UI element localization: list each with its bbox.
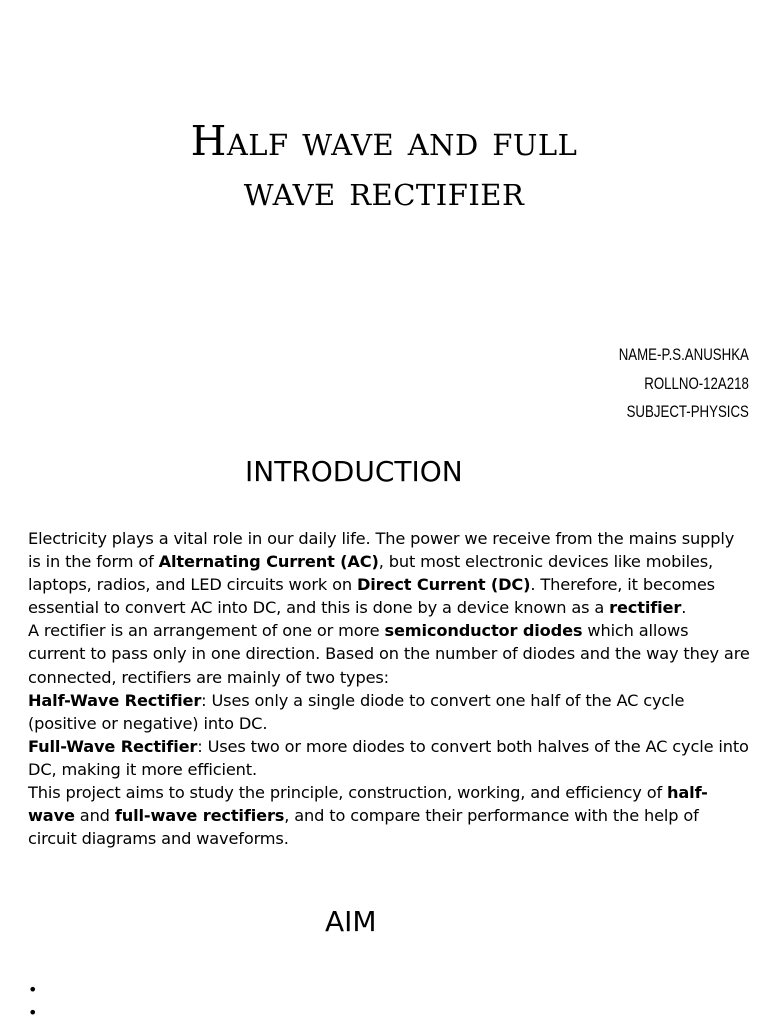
subject: SUBJECT-PHYSICS <box>626 402 749 421</box>
text-run: : Uses only a single diode to convert one half of the AC cycle (positive or negative) into DC. <box>28 690 685 733</box>
text-run: . <box>681 598 687 618</box>
bold-term: Direct Current (DC) <box>356 575 531 595</box>
intro-paragraph-4 <box>28 735 750 781</box>
list-item: • <box>28 980 38 999</box>
text-run: , but most electronic devices like mobiles, laptops, radios, and LED circuits work on <box>28 552 714 595</box>
title-line-1: Half wave and full <box>190 117 578 165</box>
text-run: This project aims to study the principle, construction, working, and efficiency of <box>28 783 668 803</box>
bold-term: Alternating Current (AC) <box>158 552 379 572</box>
document-title <box>0 116 768 216</box>
author-name: NAME-P.S.ANUSHKA <box>618 345 749 364</box>
text-run: , and to compare their performance with the help of circuit diagrams and waveforms. <box>28 806 699 849</box>
author-details <box>619 341 749 427</box>
text-run: . Therefore, it becomes essential to convert AC into DC, and this is done by a device known as a <box>28 575 715 618</box>
aim-bullet-list <box>28 978 37 1024</box>
intro-paragraph-1 <box>28 527 750 619</box>
intro-paragraph-3 <box>28 689 750 735</box>
introduction-heading: INTRODUCTION <box>245 455 463 488</box>
intro-paragraph-2 <box>28 619 750 688</box>
bold-term: Full-Wave Rectifier <box>28 736 198 756</box>
title-line-2: wave rectifier <box>243 167 525 215</box>
text-run: and <box>74 806 115 826</box>
intro-paragraph-5 <box>28 781 750 850</box>
text-run: Electricity plays a vital role in our daily life. The power we receive from the mains supply is in the form of <box>28 529 735 572</box>
bold-term: semiconductor diodes <box>384 621 583 641</box>
roll-number: ROLLNO-12A218 <box>644 373 749 393</box>
bold-term: rectifier <box>609 598 682 618</box>
text-run: which allows current to pass only in one direction. Based on the number of diodes and the way they are connected, rectifiers are mainly of two types: <box>28 621 750 687</box>
bold-term: half-wave <box>28 783 708 826</box>
introduction-body <box>28 527 750 850</box>
bold-term: Half-Wave Rectifier <box>28 690 202 710</box>
aim-heading: AIM <box>325 905 377 938</box>
text-run: A rectifier is an arrangement of one or more <box>28 621 385 641</box>
list-item: • <box>28 1003 38 1022</box>
bold-term: full-wave rectifiers <box>114 806 285 826</box>
text-run: : Uses two or more diodes to convert both halves of the AC cycle into DC, making it more efficient. <box>28 736 749 779</box>
